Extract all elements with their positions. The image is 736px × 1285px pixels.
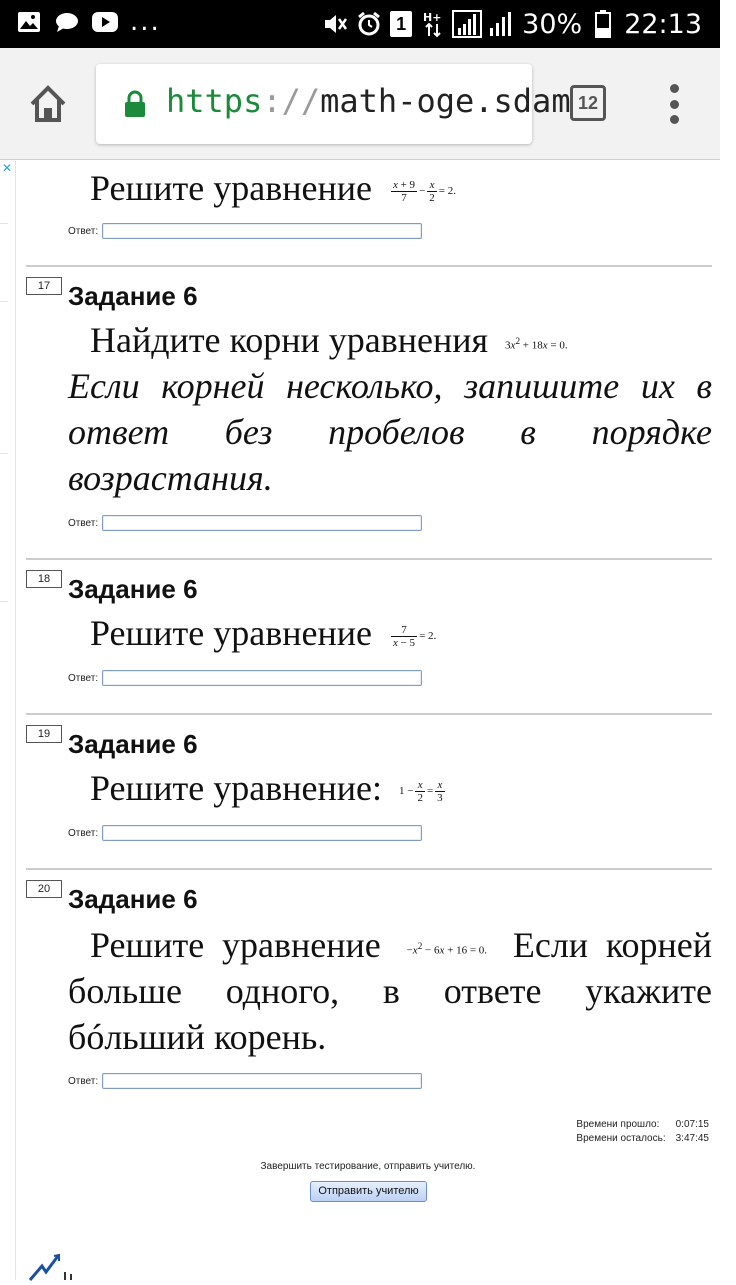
- home-icon[interactable]: [26, 82, 70, 126]
- task-number: 20: [26, 880, 62, 898]
- status-bar: [0, 0, 720, 48]
- browser-toolbar: [0, 48, 720, 160]
- equation: $\frac{7}{x - 5}$ = 2.: [392, 624, 437, 650]
- answer-input[interactable]: [102, 825, 422, 841]
- system-icons: [322, 6, 702, 42]
- answer-input[interactable]: [102, 515, 422, 531]
- signal-2-icon: [488, 11, 514, 37]
- alarm-icon: [356, 11, 382, 37]
- task-title: Задание 6: [68, 574, 198, 604]
- equation: $3x^2 + 18x = 0$.: [505, 336, 568, 353]
- signal-1-icon: [454, 11, 480, 37]
- problem-text: Решите уравнение: 1 − $\frac{x}{2}$ = $\frac{x}{3}$: [68, 765, 712, 811]
- lock-icon: [124, 90, 146, 118]
- data-arrows-icon: [420, 11, 446, 37]
- timer-panel: [576, 1118, 709, 1146]
- answer-label: Ответ:: [68, 672, 99, 684]
- clock: 22:13: [624, 8, 702, 40]
- youtube-notification-icon: [92, 9, 118, 35]
- task-title: Задание 6: [68, 884, 198, 914]
- elapsed-label: Времени прошло:: [576, 1119, 660, 1130]
- answer-row: [68, 1073, 422, 1089]
- battery-percent: 30%: [522, 8, 583, 40]
- message-notification-icon: [54, 9, 80, 35]
- side-ad-strip: [0, 161, 16, 1280]
- equation: $-x^2 - 6x + 16 = 0$.: [406, 941, 488, 958]
- sim-badge: 1: [390, 11, 412, 37]
- task-number: 17: [26, 277, 62, 295]
- notification-icons: [16, 9, 161, 35]
- task-number: 18: [26, 570, 62, 588]
- url-text: [166, 82, 571, 120]
- problem-text: Решите уравнение $-x^2 - 6x + 16 = 0$. Если корней больше одного, в ответе укажите бóльший корень.: [68, 925, 713, 1057]
- remaining-value: 3:47:45: [675, 1133, 709, 1144]
- answer-input[interactable]: [102, 1073, 422, 1089]
- close-ad-icon[interactable]: ✕: [2, 161, 13, 175]
- problem-text: Найдите корни уравнения $3x^2 + 18x = 0$. Если корней несколько, запишите их в ответ без пробелов в порядке возрастания.: [68, 317, 712, 501]
- page-content: [0, 161, 720, 1280]
- answer-row: [68, 515, 422, 531]
- answer-label: Ответ:: [68, 827, 99, 839]
- site-logo-icon: [28, 1254, 78, 1280]
- answer-input[interactable]: [102, 223, 422, 239]
- equation: 1 − $\frac{x}{2}$ = $\frac{x}{3}$: [398, 779, 443, 805]
- answer-row: [68, 825, 422, 841]
- answer-label: Ответ:: [68, 517, 99, 529]
- task-card: [26, 265, 712, 558]
- tab-switcher-button[interactable]: 12: [570, 85, 606, 121]
- task-title: Задание 6: [68, 729, 198, 759]
- url-separator: ://: [262, 82, 321, 120]
- mute-icon: [322, 11, 348, 37]
- answer-label: Ответ:: [68, 225, 99, 237]
- url-host: math-oge.sdam: [320, 82, 571, 120]
- overflow-menu-icon[interactable]: [666, 84, 682, 124]
- problem-text: Решите уравнение $\frac{7}{x - 5}$ = 2.: [90, 613, 437, 653]
- submit-to-teacher-button[interactable]: Отправить учителю: [310, 1181, 427, 1202]
- answer-row: [68, 223, 422, 239]
- elapsed-value: 0:07:15: [675, 1119, 709, 1130]
- battery-icon: [590, 11, 616, 37]
- task-title: Задание 6: [68, 281, 198, 311]
- remaining-label: Времени осталось:: [576, 1133, 666, 1144]
- more-notifications-icon: ...: [130, 7, 161, 37]
- address-bar[interactable]: [96, 64, 571, 144]
- image-notification-icon: [16, 9, 42, 35]
- url-scheme: https: [166, 82, 263, 120]
- finish-text: Завершить тестирование, отправить учителю.: [260, 1161, 476, 1172]
- task-card: [26, 713, 712, 868]
- task-card: [26, 161, 712, 265]
- answer-input[interactable]: [102, 670, 422, 686]
- problem-text: Решите уравнение $\frac{x + 9}{7}$ − $\frac{x}{2}$ = 2.: [90, 168, 456, 208]
- task-card: [26, 868, 712, 1098]
- svg-text:H+: H+: [423, 11, 442, 24]
- equation: $\frac{x + 9}{7}$ − $\frac{x}{2}$ = 2.: [392, 179, 456, 205]
- answer-label: Ответ:: [68, 1075, 99, 1087]
- problem-note: Если корней несколько, запишите их в ответ без пробелов в порядке возрастания.: [68, 366, 712, 498]
- task-number: 19: [26, 725, 62, 743]
- task-card: [26, 558, 712, 713]
- answer-row: [68, 670, 422, 686]
